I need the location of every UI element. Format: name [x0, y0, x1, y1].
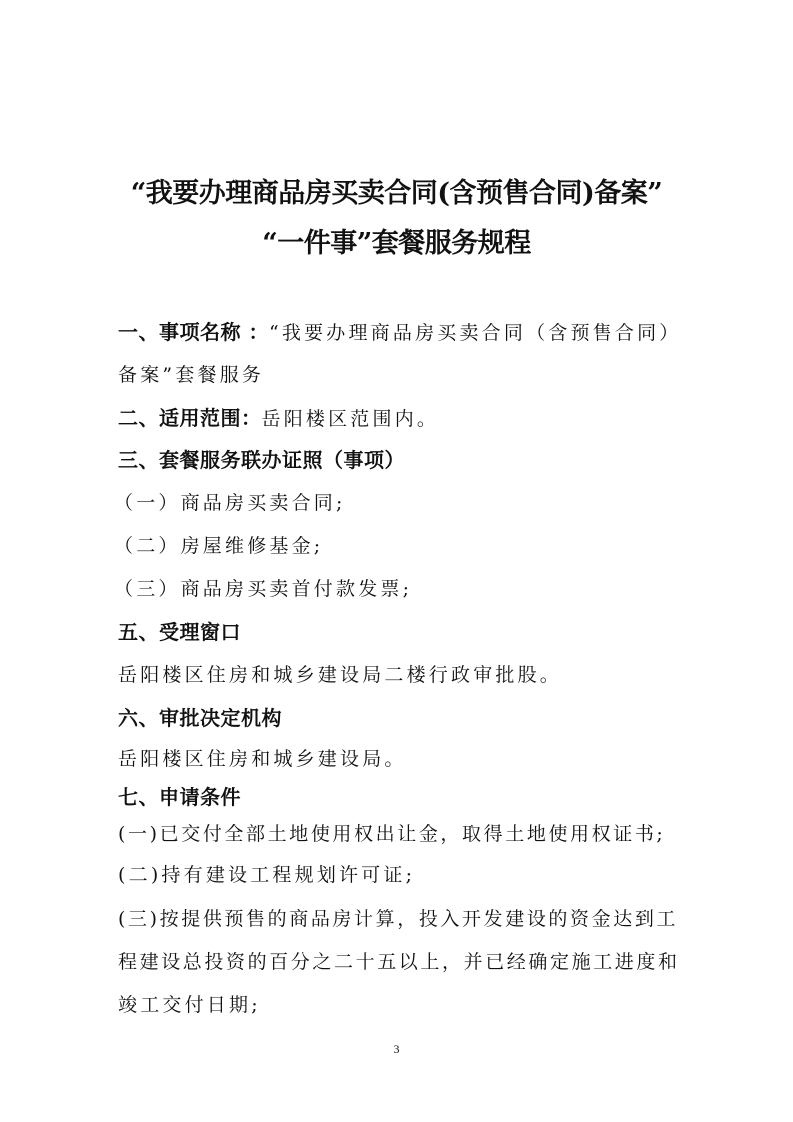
section-heading-scope: 二、适用范围： — [118, 406, 262, 430]
section-item-name — [118, 318, 681, 347]
section-heading-service-window: 五、受理窗口 — [118, 620, 241, 644]
condition-item-3-line-1: (三)按提供预售的商品房计算，投入开发建设的资金达到工 — [118, 908, 679, 930]
section-heading-approval-authority: 六、审批决定机构 — [118, 706, 282, 730]
document-title-line-1: “我要办理商品房买卖合同(含预售合同)备案” — [130, 178, 663, 209]
service-window-text: 岳阳楼区住房和城乡建设局二楼行政审批股。 — [118, 664, 563, 686]
condition-item-3-line-3: 竣工交付日期; — [118, 994, 261, 1016]
package-item-1: （一）商品房买卖合同; — [114, 492, 346, 514]
page-number: 3 — [393, 1042, 400, 1056]
condition-item-3-line-2: 程建设总投资的百分之二十五以上，并已经确定施工进度和 — [118, 951, 680, 973]
condition-item-2: (二)持有建设工程规划许可证; — [118, 864, 416, 886]
package-item-3: （三）商品房买卖首付款发票; — [114, 578, 413, 600]
item-name-text-line-2: 备案”套餐服务 — [118, 364, 265, 386]
scope-text: 岳阳楼区范围内。 — [261, 408, 440, 430]
section-heading-package-items: 三、套餐服务联办证照（事项） — [118, 448, 405, 472]
section-heading-application-conditions: 七、申请条件 — [118, 785, 241, 809]
item-name-text-line-1: “我要办理商品房买卖合同（含预售合同） — [268, 322, 682, 344]
section-heading-item-name: 一、事项名称 ： — [118, 320, 269, 344]
package-item-2: （二）房屋维修基金; — [114, 535, 324, 557]
condition-item-1: (一)已交付全部土地使用权出让金，取得土地使用权证书; — [118, 823, 666, 845]
section-scope — [118, 404, 439, 433]
document-title-line-2: “一件事”套餐服务规程 — [262, 228, 531, 259]
approval-authority-text: 岳阳楼区住房和城乡建设局。 — [118, 748, 407, 770]
